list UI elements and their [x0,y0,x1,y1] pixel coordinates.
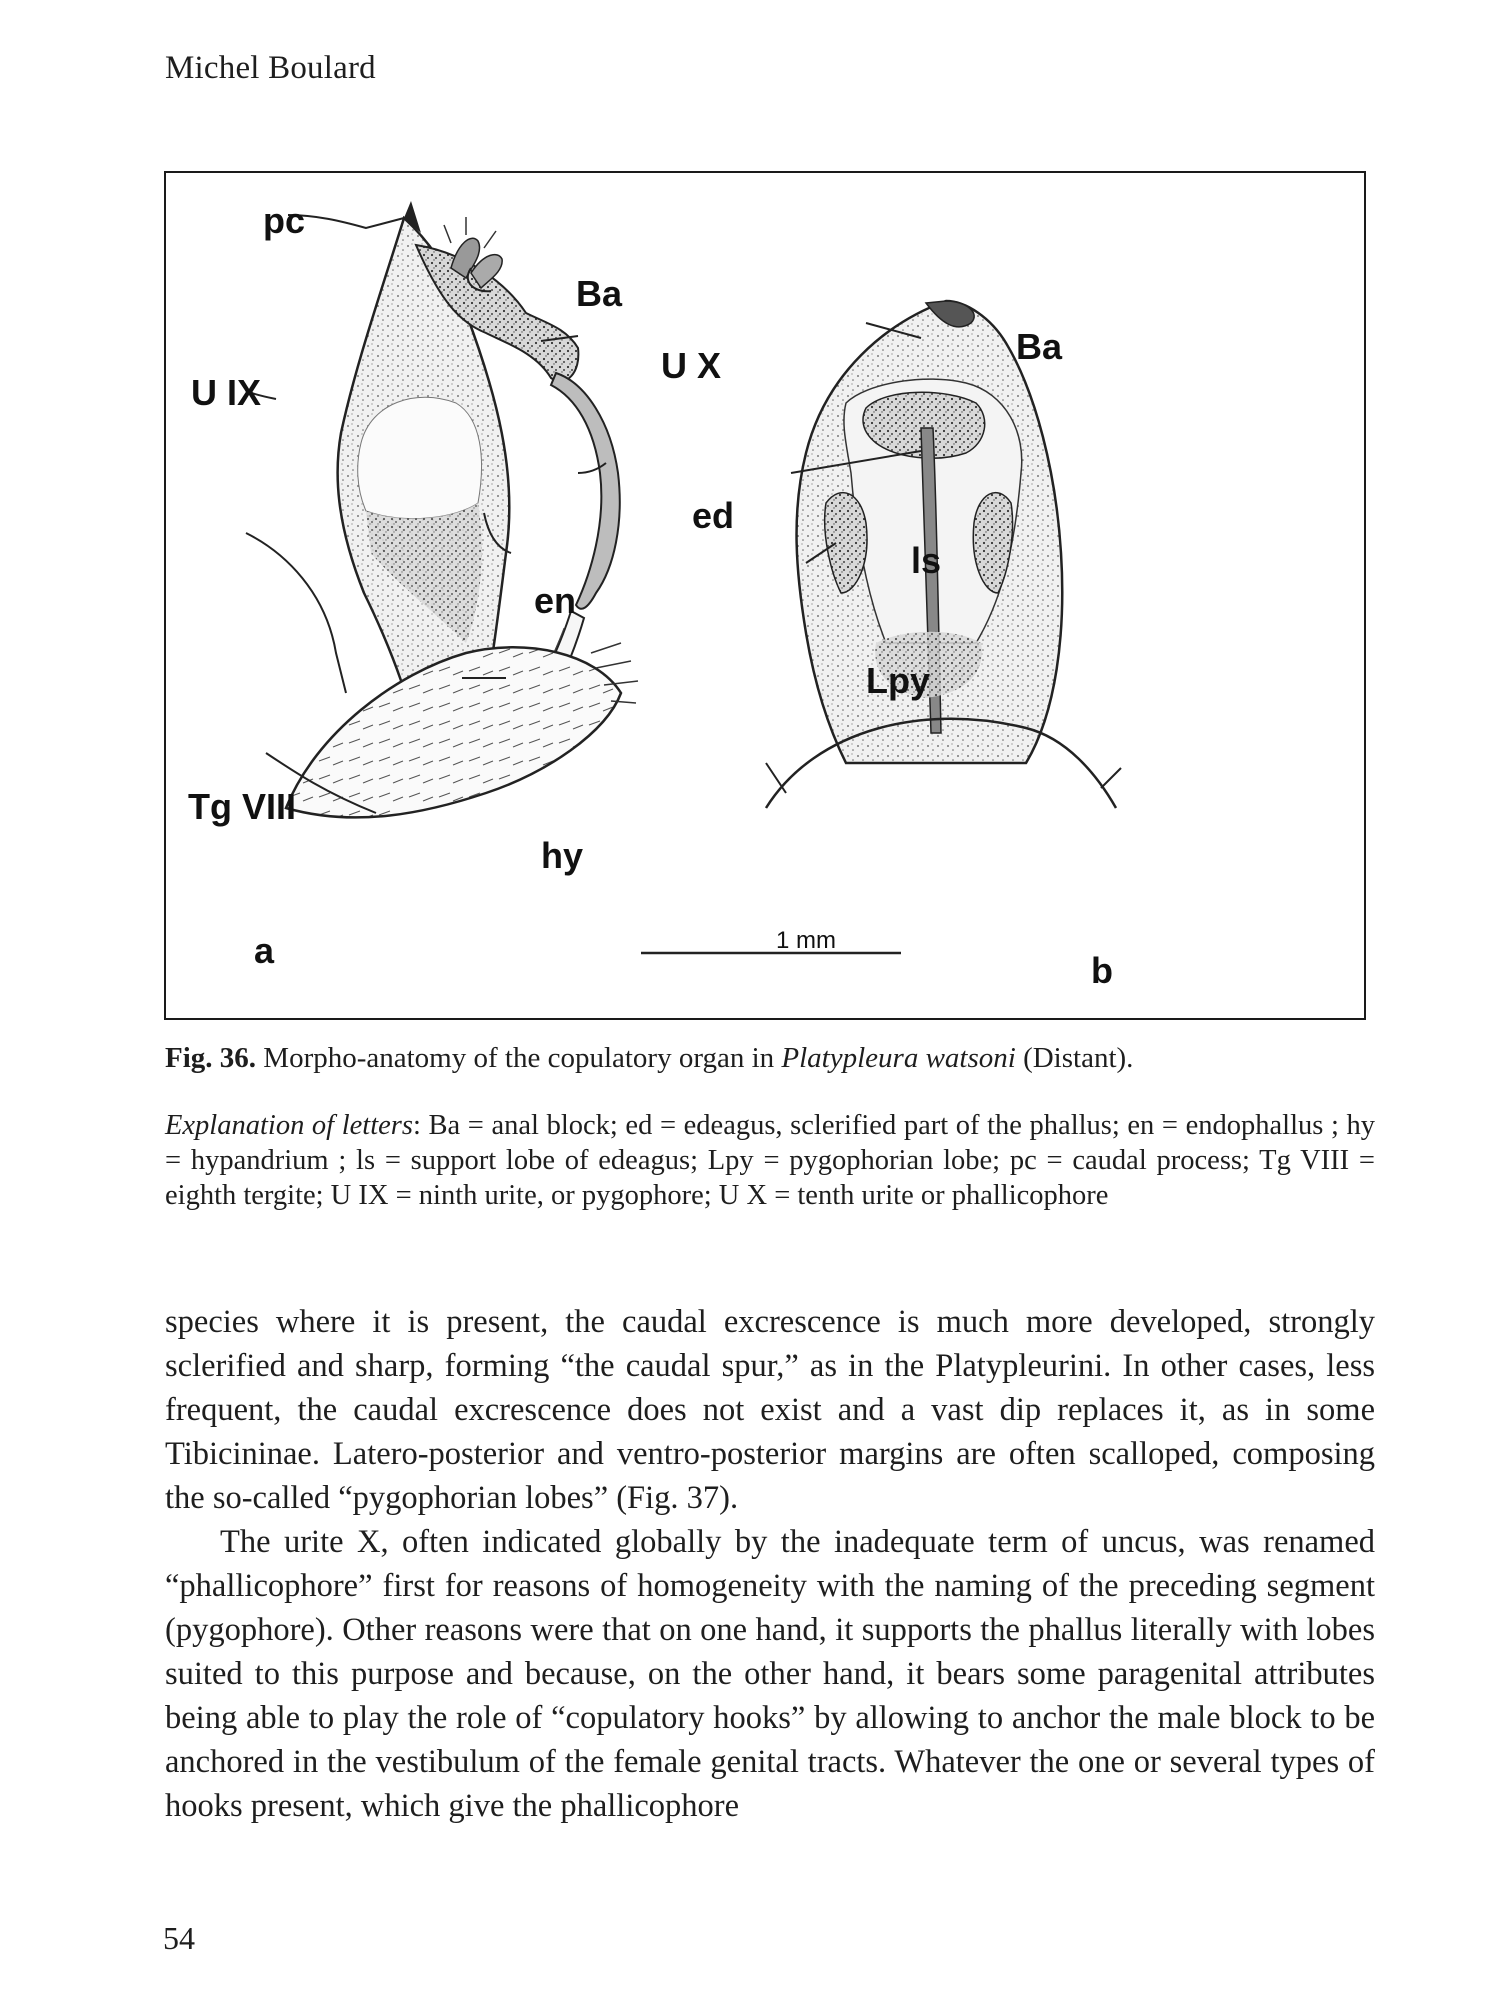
figure-36 [164,171,1366,1020]
label-ba-a: Ba [576,273,623,314]
explanation-heading: Explanation of letters [165,1110,413,1141]
caption-text-before: Morpho-anatomy of the copulatory organ in [263,1042,775,1074]
figure-number: Fig. 36. [165,1042,257,1074]
body-text [165,1300,1375,1828]
page-number: 54 [163,1920,195,1956]
label-pc: pc [263,200,306,241]
figure-caption [165,1040,1375,1076]
body-paragraph-1: species where it is present, the caudal excrescence is much more developed, strongly sclerified and sharp, forming “the caudal spur,” as in the Platypleurini. In other cases, less frequent, the caudal excrescence does not exist and a vast dip replaces it, as in some Tibicininae. Latero-posterior and ventro-posterior margins are often scalloped, composing the so-called “pygophorian lobes” (Fig. 37). [165,1304,1375,1516]
explanation-text: Ba = anal block; ed = edeagus, sclerified part of the phallus; en = endophallus ; hy = hypandrium ; ls = support lobe of edeagus; Lpy = pygophorian lobe; pc = caudal process; Tg VIII = eighth tergite; U IX = ninth urite, or pygophore; U X = tenth urite or phallicophore [165,1110,1376,1211]
label-panel-a: a [254,930,275,971]
label-ux: U X [661,345,722,386]
hypandrium-hy [286,647,621,817]
label-panel-b: b [1091,950,1113,991]
label-en: en [534,580,577,621]
figure-36-illustration [166,173,1363,1017]
caption-text-after: (Distant). [1023,1042,1134,1074]
label-uix: U IX [191,372,262,413]
label-tgviii: Tg VIII [188,786,296,827]
label-hy: hy [541,835,584,876]
label-ls: ls [911,540,942,581]
edeagus-ed [551,373,620,609]
caption-species: Platypleura watsoni [781,1042,1016,1074]
scale-bar-label: 1 mm [776,927,836,954]
label-ed: ed [692,495,735,536]
body-paragraph-2: The urite X, often indicated globally by the inadequate term of uncus, was renamed “phallicophore” first for reasons of homogeneity with the naming of the preceding segment (pygophore). Other reasons were that on one hand, it supports the phallus literally with lobes suited to this purpose and because, on the other hand, it bears some paragenital attributes being able to play the role of “copulatory hooks” by allowing to anchor the male block to be anchored in the vestibulum of the female genital tracts. Whatever the one or several types of hooks present, which give the phallicophore [165,1524,1375,1824]
running-head: Michel Boulard [165,50,376,86]
explanation-of-letters: Explanation of letters: Ba = anal block; ed = edeagus, sclerified part of the phallus; en = endophallus ; hy = hypandrium ; ls = support lobe of edeagus; Lpy = pygophorian lobe; pc = caudal process; Tg VIII = eighth tergite; U IX = ninth urite, or pygophore; U X = tenth urite or phallicophore [165,1110,1376,1211]
label-ba-b: Ba [1016,326,1063,367]
label-lpy: Lpy [866,660,931,701]
